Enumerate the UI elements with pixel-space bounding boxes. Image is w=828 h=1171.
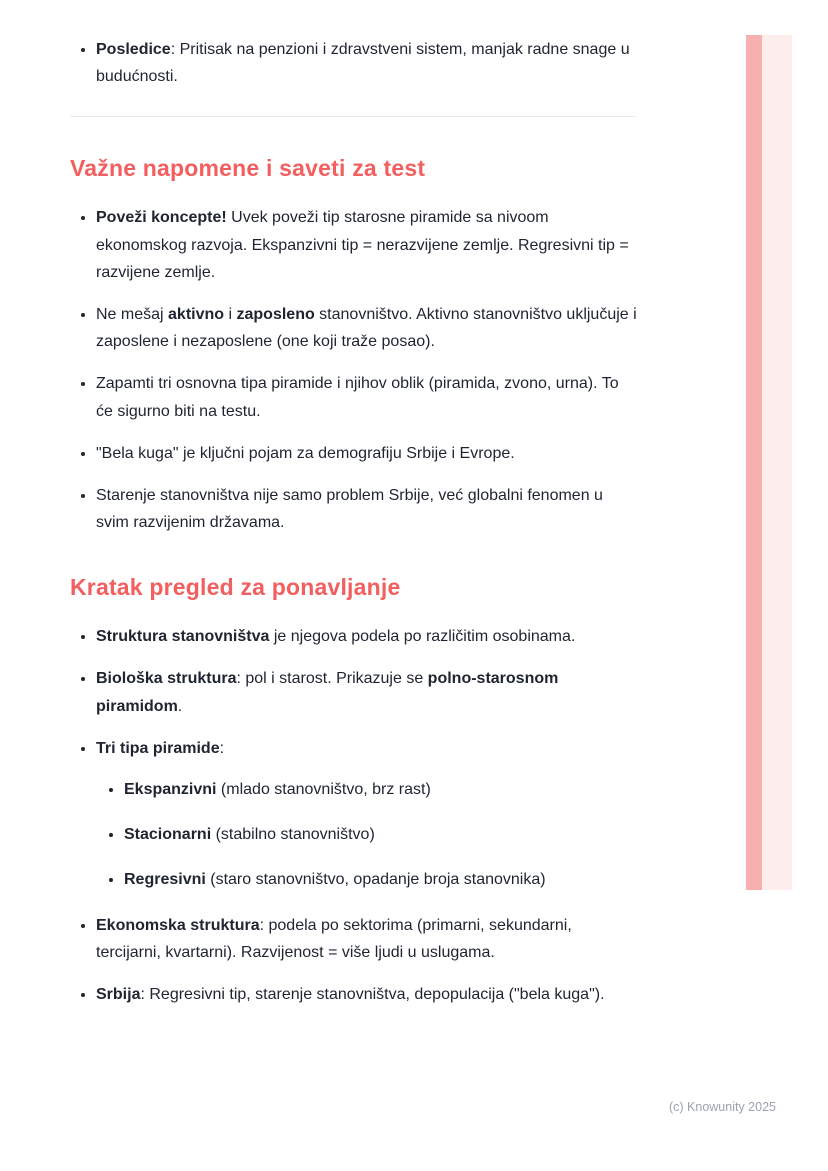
notes-bullet-list: [70, 204, 638, 536]
list-item: [96, 912, 638, 966]
text: stanovništvo. Aktivno stanovništvo uključuje i zaposlene i nezaposlene (one koji traže posao).: [96, 305, 637, 351]
list-item: [96, 440, 638, 467]
right-accent-band: [762, 35, 792, 890]
sublist: [96, 776, 638, 894]
bold-text: Ekspanzivni: [124, 781, 217, 798]
bold-text: Regresivni: [124, 871, 206, 889]
section-divider: [70, 116, 636, 117]
section-heading-review: Kratak pregled za ponavljanje: [70, 574, 401, 601]
text: "Bela kuga" je ključni pojam za demografiju Srbije i Evrope.: [96, 444, 515, 462]
list-item: [124, 821, 638, 848]
content-column: [70, 36, 638, 1023]
text: : Regresivni tip, starenje stanovništva, depopulacija ("bela kuga").: [140, 985, 605, 1003]
bold-text: Stacionarni: [124, 826, 212, 844]
bold-text: Ekonomska struktura: [96, 916, 260, 934]
bold-text: Srbija: [96, 985, 141, 1003]
right-accent-stripe: [746, 35, 762, 890]
text: (stabilno stanovništvo): [211, 826, 375, 844]
top-bullet-list: [70, 36, 638, 90]
list-item: [124, 866, 638, 893]
review-bullet-list: [70, 623, 638, 1008]
bold-text: Posledice: [96, 41, 171, 58]
text: Zapamti tri osnovna tipa piramide i njihov oblik (piramida, zvono, urna). To će sigurno biti na testu.: [96, 375, 619, 420]
section-heading-notes: Važne napomene i saveti za test: [70, 155, 426, 182]
bold-text: Poveži koncepte!: [96, 209, 227, 227]
list-item: [96, 665, 638, 719]
text: i: [224, 305, 237, 323]
list-item: [96, 981, 638, 1008]
list-item: [96, 204, 638, 286]
list-item: [96, 301, 638, 355]
text: :: [219, 739, 225, 757]
text: Ne mešaj: [96, 305, 169, 323]
list-item: [96, 370, 638, 424]
bold-text: Struktura stanovništva: [96, 628, 270, 646]
text: .: [177, 697, 183, 715]
list-item: [96, 623, 638, 650]
bold-text: Biološka struktura: [96, 670, 237, 688]
text: Starenje stanovništva nije samo problem Srbije, već globalni fenomen u svim razvijenim državama.: [96, 486, 603, 532]
text: : podela po sektorima (primarni, sekundarni, tercijarni, kvartarni). Razvijenost = više ljudi u uslugama.: [96, 916, 572, 961]
list-item: [96, 36, 638, 90]
text: (staro stanovništvo, opadanje broja stanovnika): [205, 871, 546, 889]
bold-text: polno-starosnom piramidom: [96, 670, 559, 715]
list-item: [124, 776, 638, 803]
text: (mlado stanovništvo, brz rast): [216, 781, 431, 798]
text: : pol i starost. Prikazuje se: [236, 670, 428, 688]
text: Uvek poveži tip starosne piramide sa nivoom ekonomskog razvoja. Ekspanzivni tip = nerazvijene zemlje. Regresivni tip = razvijene zemlje.: [96, 209, 629, 281]
text: je njegova podela po različitim osobinama.: [269, 628, 576, 646]
bold-text: aktivno: [168, 305, 225, 323]
text: : Pritisak na penzioni i zdravstveni sistem, manjak radne snage u budućnosti.: [96, 41, 630, 86]
bold-text: Tri tipa piramide: [96, 739, 220, 757]
footer-copyright: (c) Knowunity 2025: [668, 1100, 776, 1114]
list-item: [96, 735, 638, 894]
bold-text: zaposleno: [236, 305, 315, 323]
list-item: [96, 482, 638, 536]
